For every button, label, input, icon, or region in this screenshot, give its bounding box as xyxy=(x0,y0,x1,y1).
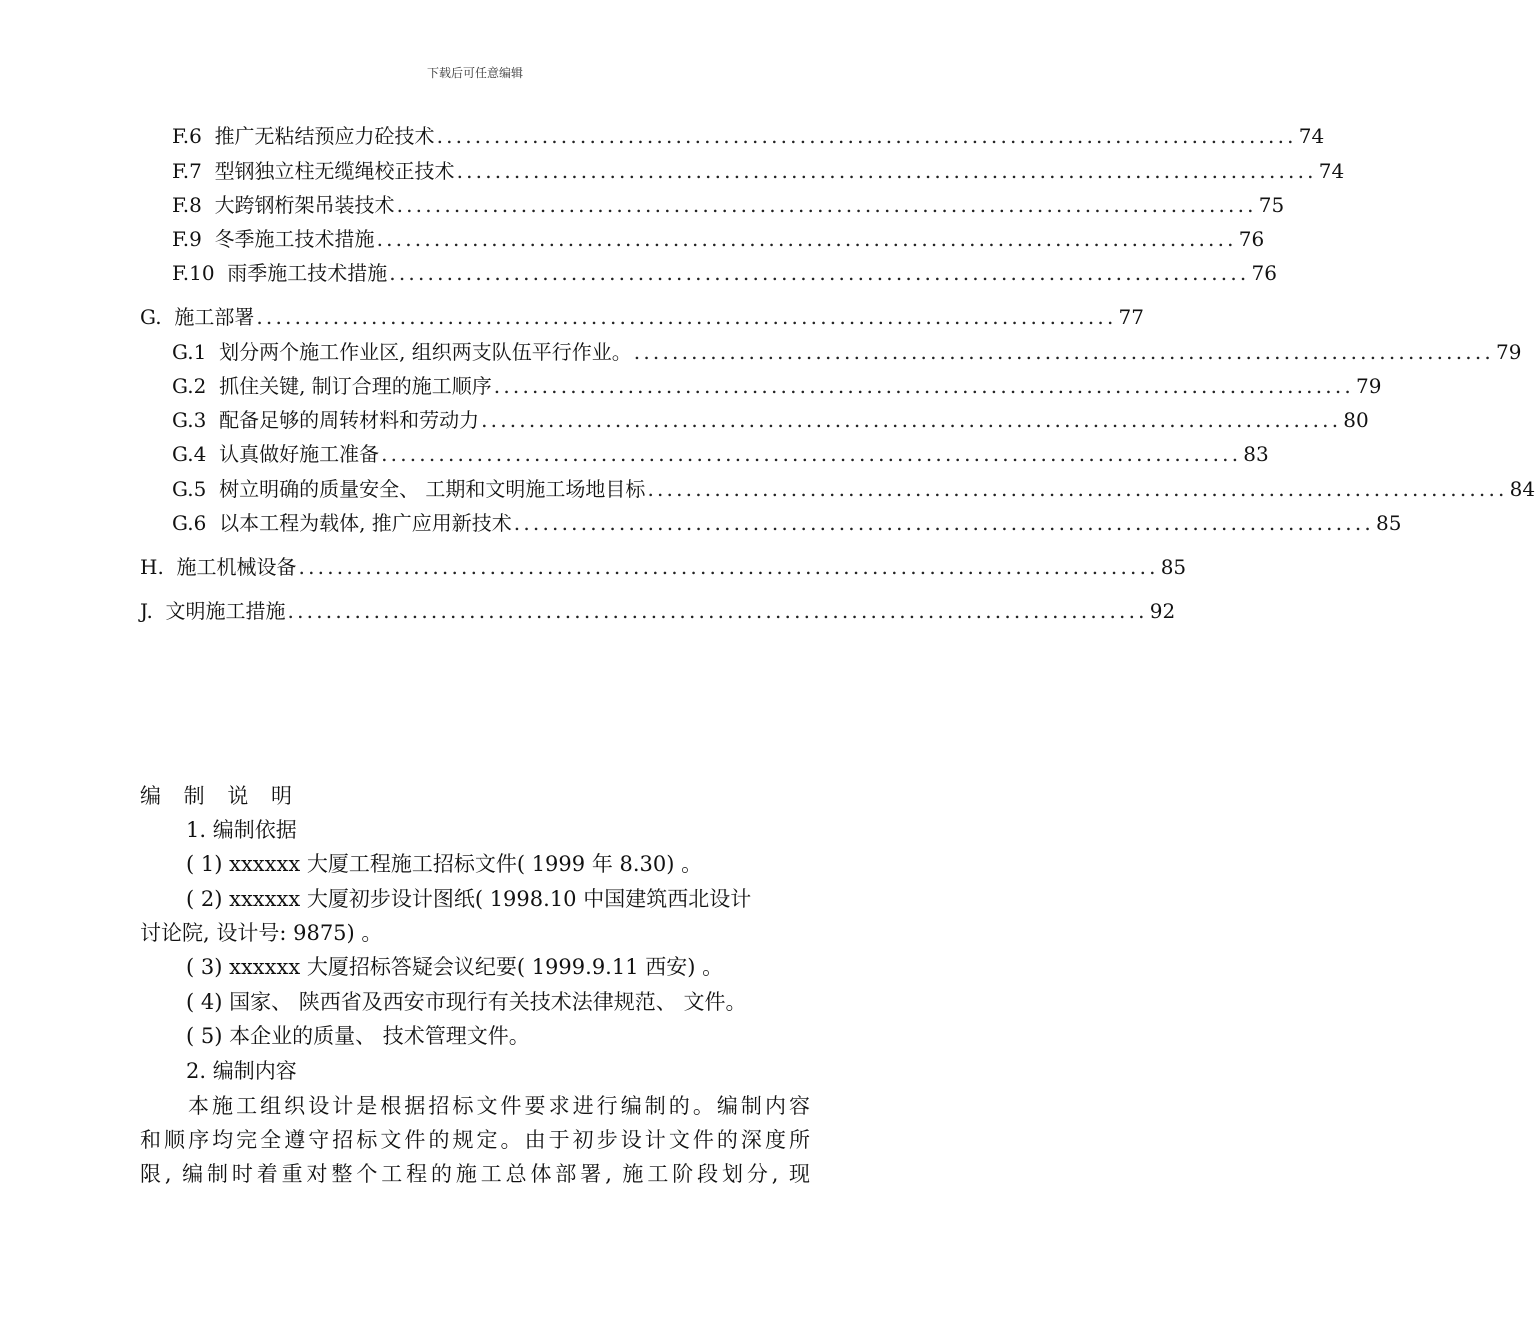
toc-entry[interactable] xyxy=(172,507,1402,539)
basis-item: ( 5) 本企业的质量、 技术管理文件。 xyxy=(186,1024,530,1048)
toc-number: G.5 xyxy=(172,477,207,501)
toc-number: G.6 xyxy=(172,511,207,535)
toc-page: 76 xyxy=(1251,261,1277,285)
toc-title: 配备足够的周转材料和劳动力 xyxy=(219,408,480,432)
paragraph-line: 和顺序均完全遵守招标文件的规定。由于初步设计文件的深度所 xyxy=(140,1128,810,1152)
toc-number: G. xyxy=(140,305,162,329)
toc-leader: .......................................................................................... xyxy=(381,442,1242,466)
toc-page: 92 xyxy=(1149,599,1176,623)
basis-item-continued: 讨论院, 设计号: 9875) 。 xyxy=(140,921,383,945)
toc-title: 大跨钢桁架吊装技术 xyxy=(214,193,395,217)
toc-number: H. xyxy=(140,555,164,579)
toc-title: 施工部署 xyxy=(174,305,255,329)
toc-number: G.1 xyxy=(172,340,207,364)
toc-number: J. xyxy=(140,599,153,623)
toc-page: 83 xyxy=(1243,442,1269,466)
toc-entry[interactable] xyxy=(140,551,1187,583)
toc-leader: .......................................................................................... xyxy=(493,374,1354,398)
toc-number: F.7 xyxy=(172,159,202,183)
toc-number: F.10 xyxy=(172,261,215,285)
toc-page: 79 xyxy=(1355,374,1382,398)
toc-leader: .......................................................................................... xyxy=(389,261,1250,285)
toc-title: 施工机械设备 xyxy=(176,555,297,579)
toc-title: 文明施工措施 xyxy=(165,599,286,623)
toc-entry[interactable] xyxy=(172,120,1325,152)
toc-leader: .......................................................................................... xyxy=(376,227,1237,251)
toc-number: G.4 xyxy=(172,442,207,466)
toc-number: F.8 xyxy=(172,193,202,217)
toc-leader: .......................................................................................... xyxy=(481,408,1342,432)
toc-entry[interactable] xyxy=(172,438,1269,470)
toc-leader: .......................................................................................... xyxy=(647,477,1508,501)
toc-entry[interactable] xyxy=(172,473,1535,505)
toc-title: 划分两个施工作业区, 组织两支队伍平行作业。 xyxy=(219,340,632,364)
toc-leader: .......................................................................................... xyxy=(513,511,1374,535)
toc-leader: .......................................................................................... xyxy=(436,124,1297,148)
toc-page: 85 xyxy=(1160,555,1187,579)
toc-page: 79 xyxy=(1495,340,1522,364)
toc-entry[interactable] xyxy=(172,189,1285,221)
toc-page: 75 xyxy=(1258,193,1285,217)
toc-number: F.6 xyxy=(172,124,202,148)
paragraph-line: 限, 编制时着重对整个工程的施工总体部署, 施工阶段划分, 现 xyxy=(140,1162,810,1186)
toc-leader: .......................................................................................... xyxy=(396,193,1257,217)
page-header: 下载后可任意编辑 xyxy=(426,66,523,80)
toc-title: 以本工程为载体, 推广应用新技术 xyxy=(219,511,512,535)
toc-entry[interactable] xyxy=(172,404,1369,436)
toc-leader: .......................................................................................... xyxy=(256,305,1117,329)
toc-title: 推广无粘结预应力砼技术 xyxy=(214,124,435,148)
toc-leader: .......................................................................................... xyxy=(298,555,1159,579)
toc-leader: .......................................................................................... xyxy=(633,340,1494,364)
toc-entry[interactable] xyxy=(140,595,1176,627)
toc-leader: .......................................................................................... xyxy=(456,159,1317,183)
toc-entry[interactable] xyxy=(172,223,1265,255)
toc-page: 84 xyxy=(1509,477,1535,501)
toc-entry[interactable] xyxy=(140,301,1144,333)
toc-title: 雨季施工技术措施 xyxy=(227,261,388,285)
toc-number: F.9 xyxy=(172,227,202,251)
toc-entry[interactable] xyxy=(172,155,1345,187)
toc-page: 76 xyxy=(1238,227,1265,251)
toc-number: G.2 xyxy=(172,374,207,398)
section-heading: 编 制 说 明 xyxy=(140,784,293,808)
toc-entry[interactable] xyxy=(172,257,1277,289)
toc-page: 74 xyxy=(1298,124,1325,148)
toc-entry[interactable] xyxy=(172,370,1382,402)
toc-title: 抓住关键, 制订合理的施工顺序 xyxy=(219,374,492,398)
paragraph-line: 本施工组织设计是根据招标文件要求进行编制的。编制内容 xyxy=(188,1094,810,1118)
toc-page: 80 xyxy=(1343,408,1369,432)
toc-page: 85 xyxy=(1375,511,1402,535)
toc-title: 冬季施工技术措施 xyxy=(214,227,375,251)
basis-item: ( 3) xxxxxx 大厦招标答疑会议纪要( 1999.9.11 西安) 。 xyxy=(186,955,724,979)
toc-title: 认真做好施工准备 xyxy=(219,442,380,466)
toc-page: 74 xyxy=(1318,159,1345,183)
toc-page: 77 xyxy=(1118,305,1144,329)
toc-title: 型钢独立柱无缆绳校正技术 xyxy=(214,159,455,183)
basis-item: ( 2) xxxxxx 大厦初步设计图纸( 1998.10 中国建筑西北设计 xyxy=(186,887,752,911)
content-heading: 2. 编制内容 xyxy=(186,1059,297,1083)
toc-leader: .......................................................................................... xyxy=(287,599,1148,623)
basis-heading: 1. 编制依据 xyxy=(186,818,297,842)
toc-number: G.3 xyxy=(172,408,207,432)
basis-item: ( 4) 国家、 陕西省及西安市现行有关技术法律规范、 文件。 xyxy=(186,990,747,1014)
toc-title: 树立明确的质量安全、 工期和文明施工场地目标 xyxy=(219,477,646,501)
content-paragraph xyxy=(140,1089,810,1191)
basis-item: ( 1) xxxxxx 大厦工程施工招标文件( 1999 年 8.30) 。 xyxy=(186,852,703,876)
toc-entry[interactable] xyxy=(172,336,1522,368)
